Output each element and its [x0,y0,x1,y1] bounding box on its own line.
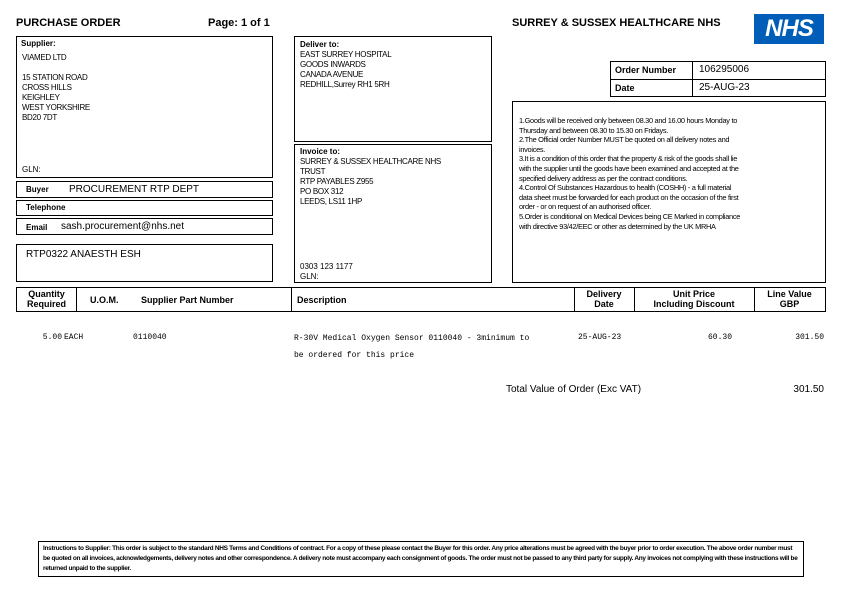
supplier-box [16,36,273,178]
col-quantity-line: Quantity [28,289,65,299]
invoice-to-line: TRUST [300,167,326,176]
invoice-to-address [300,157,441,207]
deliver-to-line: CANADA AVENUE [300,70,364,79]
col-description-header: Description [297,295,347,305]
instructions-box [38,541,804,577]
col-delivery-header [574,289,634,309]
telephone-row [16,200,273,216]
row-uom: EACH [64,333,84,342]
deliver-to-line: EAST SURREY HOSPITAL [300,50,392,59]
email-label: Email [26,223,48,232]
total-value: 301.50 [793,384,824,395]
col-line-value-line: Line Value [767,289,812,299]
document-title: PURCHASE ORDER [16,17,121,29]
reference-box [16,244,273,282]
nhs-logo: NHS [754,14,824,44]
terms-line: with directive 93/42/EEC or other as determined by the UK MRHA [519,221,716,231]
terms-text [519,116,740,231]
instructions-text: Instructions to Supplier: This order is subject to the standard NHS Terms and Conditions of contract. For a copy of these please contact the Buyer for this order. Any price alterations must be agreed with the buyer prior to order execution. The above order number must be quoted on all invoices, acknowledgements, delivery notes and other correspondence. A delivery note must accompany each consignment of goods. The order must not be passed to any third party for supply. Any invoices not complying with these instructions will be returned unpaid to the supplier. [43,545,798,572]
supplier-line: 15 STATION ROAD [22,73,88,82]
terms-line: specified delivery address as per the contract conditions. [519,173,688,183]
email-row [16,218,273,235]
buyer-label: Buyer [26,185,49,194]
reference-value: RTP0322 ANAESTH ESH [26,249,141,260]
buyer-row [16,181,273,198]
order-date-value: 25-AUG-23 [699,82,750,93]
supplier-line: VIAMED LTD [22,53,67,62]
col-part-header: Supplier Part Number [141,295,234,305]
page-indicator: Page: 1 of 1 [208,17,270,29]
deliver-to-line: REDHILL,Surrey RH1 5RH [300,80,390,89]
supplier-line [22,63,90,73]
deliver-to-label: Deliver to: [300,40,340,49]
invoice-to-line: LEEDS, LS11 1HP [300,197,363,206]
col-quantity-header [17,289,76,309]
invoice-to-line: RTP PAYABLES Z955 [300,177,374,186]
col-unit-price-line: Including Discount [653,299,735,309]
invoice-to-line: SURREY & SUSSEX HEALTHCARE NHS [300,157,441,166]
terms-line: 3.It is a condition of this order that the property & risk of the goods shall lie [519,154,738,164]
terms-line: 1.Goods will be received only between 08.30 and 16.00 hours Monday to [519,116,738,125]
total-label: Total Value of Order (Exc VAT) [506,384,642,395]
col-quantity-line: Required [26,299,66,309]
invoice-to-line: PO BOX 312 [300,187,344,196]
terms-line: 5.Order is conditional on Medical Devices being CE Marked in compliance [519,211,741,221]
invoice-phone: 0303 123 1177 [300,262,353,271]
terms-line: 2.The Official order Number MUST be quoted on all delivery notes and [519,135,730,145]
row-qty: 5.00 [42,333,62,342]
deliver-to-box [294,36,492,142]
col-unit-price-line: Unit Price [672,289,715,299]
email-value: sash.procurement@nhs.net [61,221,184,232]
items-table-header [16,287,826,312]
col-unit-price-header [634,289,754,309]
deliver-to-address [300,50,391,90]
invoice-to-box [294,144,492,283]
table-row [16,333,826,363]
order-info-box [610,61,826,97]
col-uom-header: U.O.M. [90,295,119,305]
terms-line: 4.Control Of Substances Hazardous to health (COSHH) - a full material [519,183,732,193]
supplier-line: BD20 7DT [22,113,57,122]
terms-box [512,101,826,283]
invoice-gln-label: GLN: [300,272,319,281]
supplier-line: KEIGHLEY [22,93,60,102]
order-number-value: 106295006 [699,64,750,75]
terms-line: Thursday and between 08.30 to 15.30 on Fridays. [519,125,669,135]
telephone-label: Telephone [26,203,66,212]
supplier-label: Supplier: [21,39,56,48]
supplier-line: CROSS HILLS [22,83,72,92]
col-line-value-header [754,289,825,309]
supplier-gln-label: GLN: [22,165,41,174]
col-delivery-line: Delivery [586,289,622,299]
organisation-name: SURREY & SUSSEX HEALTHCARE NHS [512,17,721,29]
terms-line: order - or on request of an authorised officer. [519,202,652,212]
deliver-to-line: GOODS INWARDS [300,60,366,69]
row-description-line2: be ordered for this price [294,351,415,360]
terms-line: with the supplier until the goods have been examined and accepted at the [519,163,739,173]
terms-line: data sheet must be forwarded for each product on the occasion of the first [519,192,739,202]
supplier-address [22,53,90,123]
terms-line: invoices. [519,144,546,154]
row-line-value: 301.50 [795,333,824,342]
row-description-line1: R-30V Medical Oxygen Sensor 0110040 - 3minimum to [294,334,530,343]
buyer-value: PROCUREMENT RTP DEPT [69,184,200,195]
row-unit-price: 60.30 [707,333,732,342]
row-part-number: 0110040 [133,333,167,342]
row-delivery-date: 25-AUG-23 [578,333,622,342]
supplier-line: WEST YORKSHIRE [22,103,90,112]
order-date-label: Date [615,83,635,93]
col-line-value-line: GBP [779,299,800,309]
order-number-label: Order Number [615,65,677,75]
col-delivery-line: Date [594,299,614,309]
invoice-to-label: Invoice to: [300,147,341,156]
